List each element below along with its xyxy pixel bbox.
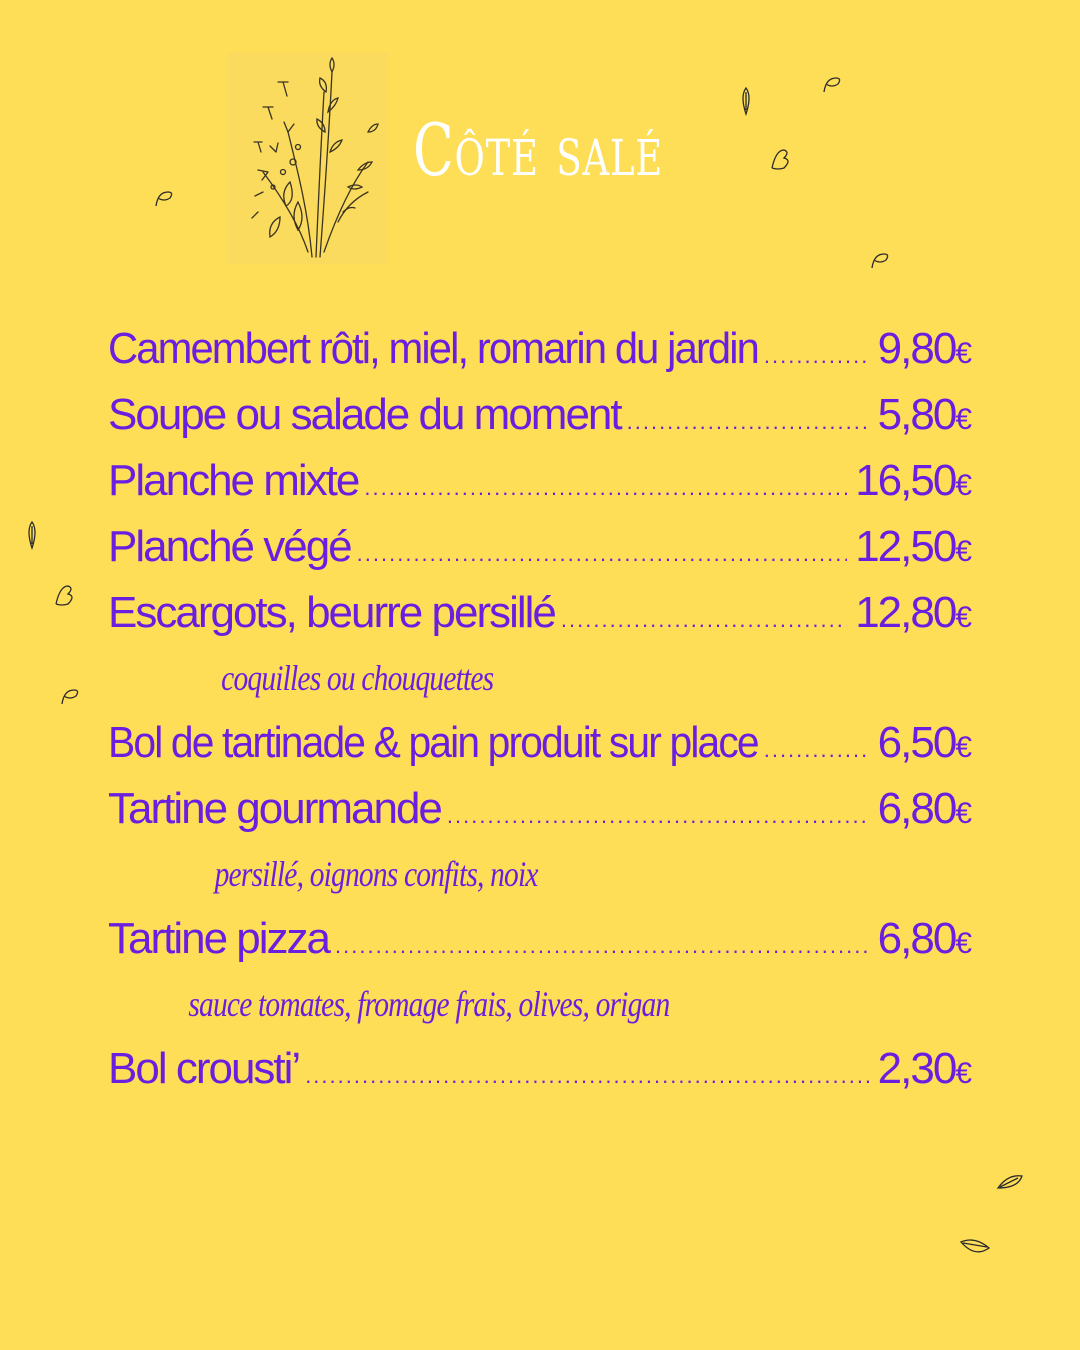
menu-item-name: Camembert rôti, miel, romarin du jardin <box>108 324 758 373</box>
menu-item-note: persillé, oignons confits, noix <box>214 854 538 894</box>
menu-item-name: Soupe ou salade du moment <box>108 390 621 439</box>
leaf-doodle-icon <box>868 248 892 272</box>
dot-leader <box>364 455 847 521</box>
leaf-doodle-icon <box>996 1172 1024 1192</box>
price-value: 9,80 <box>877 324 956 373</box>
menu-item-name: Planché végé <box>108 522 351 571</box>
price-value: 2,30 <box>877 1044 956 1093</box>
menu-item <box>108 776 970 842</box>
price-currency: € <box>955 731 970 764</box>
menu-item-note: sauce tomates, fromage frais, olives, origan <box>188 984 670 1024</box>
dot-leader <box>764 717 870 783</box>
price-value: 6,80 <box>877 784 956 833</box>
price-value: 5,80 <box>877 390 956 439</box>
menu-item <box>108 448 970 514</box>
menu-item-price <box>878 382 970 453</box>
menu-item <box>108 1036 970 1102</box>
menu-item <box>108 710 970 776</box>
menu-item-price <box>878 1036 970 1107</box>
menu-item-price <box>878 906 970 977</box>
price-currency: € <box>955 469 970 502</box>
herb-bouquet-sketch <box>228 52 388 264</box>
leaf-doodle-icon <box>820 72 844 96</box>
menu-item-name: Bol de tartinade & pain produit sur place <box>108 718 758 767</box>
menu-list <box>108 316 970 1102</box>
leaf-doodle-icon <box>152 186 176 210</box>
menu-item-price <box>878 316 970 387</box>
price-value: 12,50 <box>855 522 956 571</box>
leaf-doodle-icon <box>24 520 40 550</box>
price-currency: € <box>955 535 970 568</box>
dot-leader <box>447 783 870 849</box>
price-currency: € <box>955 601 970 634</box>
dot-leader <box>627 389 870 455</box>
menu-item-note: coquilles ou chouquettes <box>221 658 494 698</box>
price-currency: € <box>955 337 970 370</box>
menu-item-price <box>855 580 970 651</box>
dot-leader <box>357 521 848 587</box>
menu-item-name: Bol crousti’ <box>108 1044 300 1093</box>
menu-item <box>108 316 970 382</box>
price-value: 6,50 <box>877 718 956 767</box>
menu-item-name: Tartine pizza <box>108 914 330 963</box>
page-title: Côté salé <box>413 108 664 192</box>
menu-item-price <box>878 710 970 781</box>
price-value: 6,80 <box>877 914 956 963</box>
dot-leader <box>561 587 847 653</box>
menu-item-name: Tartine gourmande <box>108 784 441 833</box>
dot-leader <box>764 323 870 389</box>
menu-item <box>108 906 970 972</box>
menu-item-price <box>855 514 970 585</box>
leaf-doodle-icon <box>958 1234 992 1256</box>
menu-item-name: Escargots, beurre persillé <box>108 588 555 637</box>
price-currency: € <box>955 1057 970 1090</box>
price-currency: € <box>955 403 970 436</box>
menu-item <box>108 580 970 646</box>
leaf-doodle-icon <box>768 146 792 172</box>
dot-leader <box>335 913 870 979</box>
menu-item <box>108 514 970 580</box>
dot-leader <box>305 1043 869 1109</box>
menu-item-price <box>878 776 970 847</box>
leaf-doodle-icon <box>52 582 76 608</box>
leaf-doodle-icon <box>58 684 82 708</box>
leaf-doodle-icon <box>738 86 754 116</box>
menu-item <box>108 382 970 448</box>
price-currency: € <box>955 797 970 830</box>
menu-item-price <box>855 448 970 519</box>
menu-header <box>228 52 848 267</box>
price-value: 16,50 <box>855 456 956 505</box>
price-value: 12,80 <box>855 588 956 637</box>
price-currency: € <box>955 927 970 960</box>
menu-item-name: Planche mixte <box>108 456 359 505</box>
